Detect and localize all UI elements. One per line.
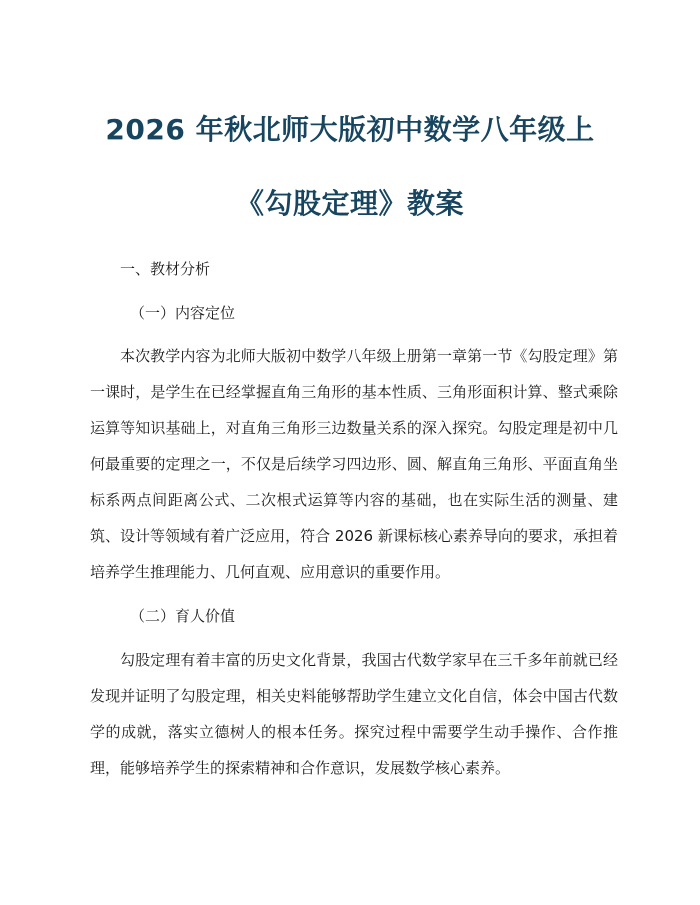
document-title-line-2: 《勾股定理》教案 bbox=[235, 187, 464, 220]
paragraph-content-positioning: 本次教学内容为北师大版初中数学八年级上册第一章第一节《勾股定理》第一课时，是学生在已经掌握直角三角形的基本性质、三角形面积计算、整式乘除运算等知识基础上，对直角三角形三边数量关系的深入探究。勾股定理是初中几何最重要的定理之一，不仅是后续学习四边形、圆、解直角三角形、平面直角坐标系两点间距离公式、二次根式运算等内容的基础，也在实际生活的测量、建筑、设计等领域有着广泛应用，符合 2026 新课标核心素养导向的要求，承担着培养学生推理能力、几何直观、应用意识的重要作用。 bbox=[90, 347, 618, 581]
subsection-heading-educational-value: （二）育人价值 bbox=[130, 607, 236, 625]
section-heading-textbook-analysis: 一、教材分析 bbox=[120, 260, 211, 278]
subsection-heading-content-positioning: （一）内容定位 bbox=[130, 304, 236, 322]
document-title-line-1: 2026 年秋北师大版初中数学八年级上 bbox=[105, 113, 595, 146]
paragraph-educational-value: 勾股定理有着丰富的历史文化背景，我国古代数学家早在三千多年前就已经发现并证明了勾股定理，相关史料能够帮助学生建立文化自信，体会中国古代数学的成就，落实立德树人的根本任务。探究过程中需要学生动手操作、合作推理，能够培养学生的探索精神和合作意识，发展数学核心素养。 bbox=[90, 651, 618, 777]
